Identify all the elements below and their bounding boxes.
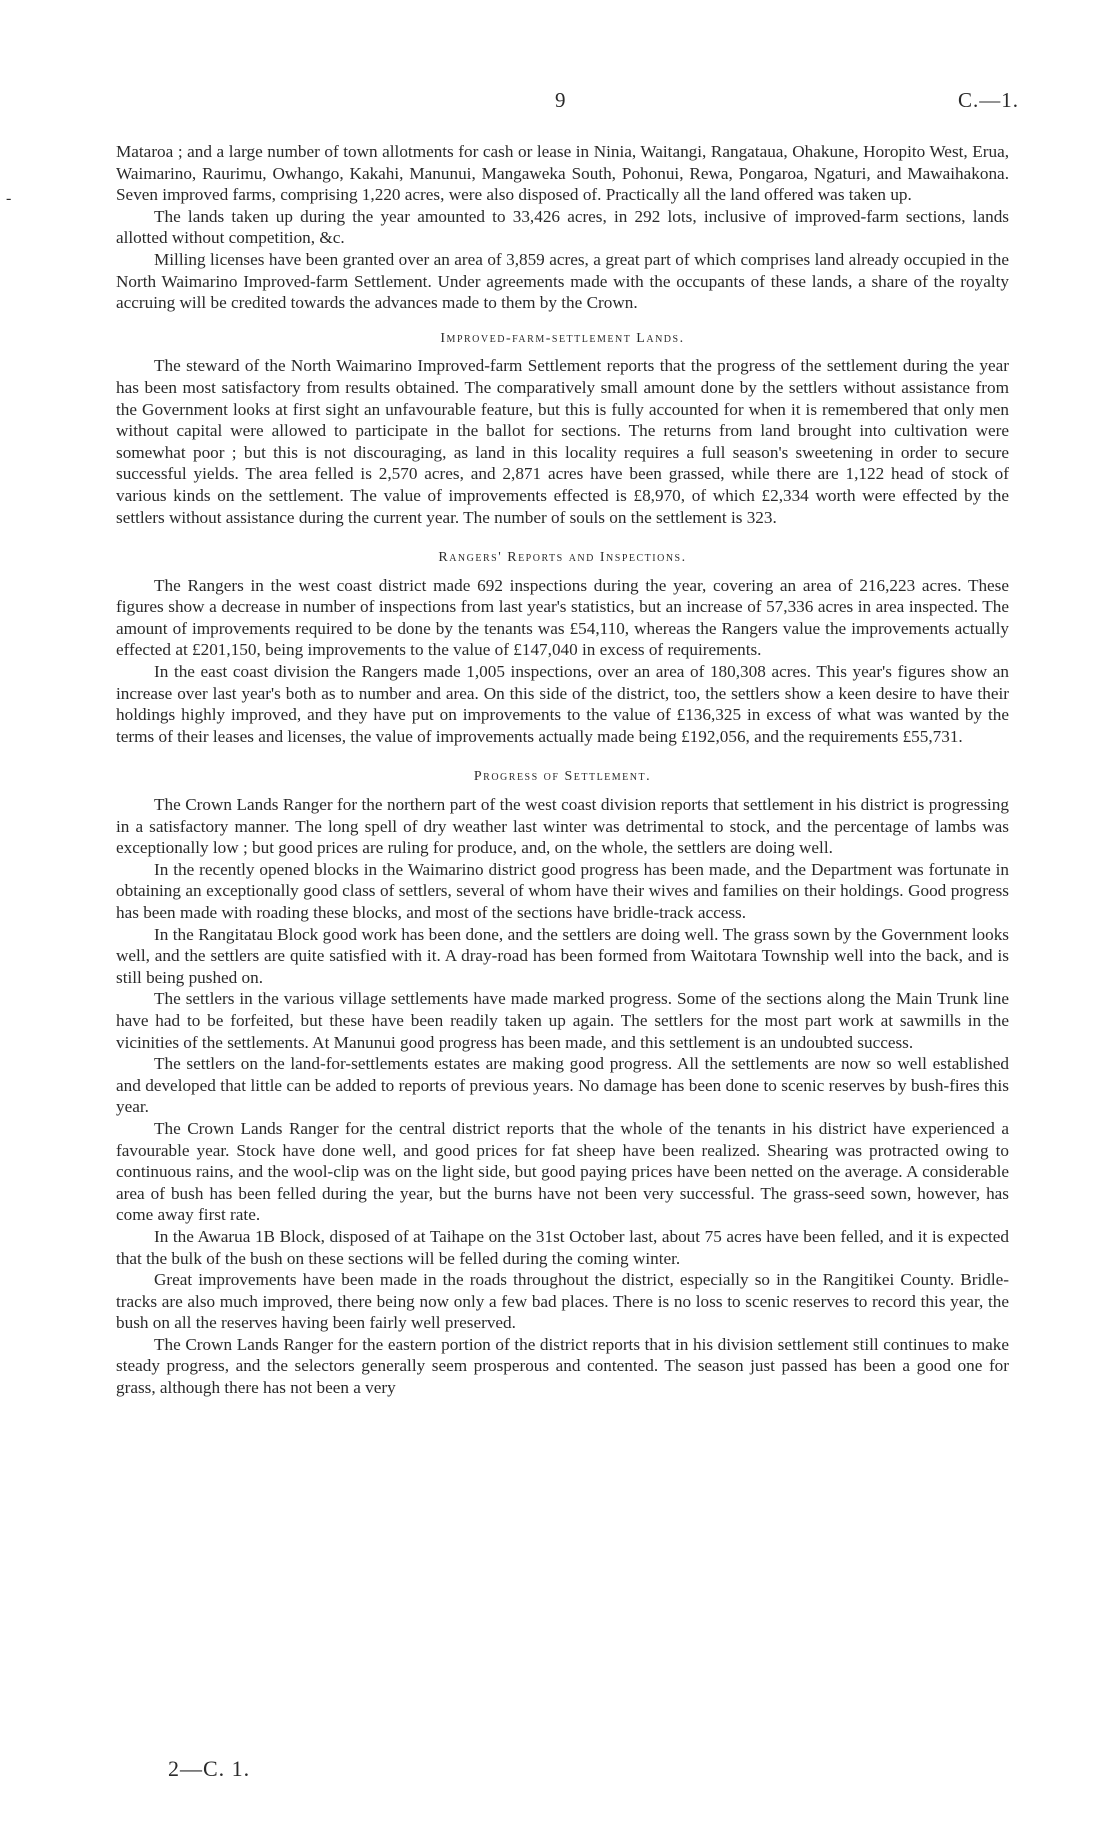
document-reference: C.—1. [958, 88, 1020, 112]
page-number: 9 [555, 88, 566, 112]
paragraph-rangers-1: The Rangers in the west coast district made 692 inspections during the year, covering an area of 216,223 acres. These figures show a decrease in number of inspections from last year's statistics, but an increase of 57,336 acres in area inspected. The amount of improvements required to be done by the tenants was £54,110, whereas the Rangers value the improvements actually effected at £201,150, being improvements to the value of £147,040 in excess of requirements. [116, 575, 1009, 660]
paragraph-intro-3: Milling licenses have been granted over an area of 3,859 acres, a great part of which comprises land already occupied in the North Waimarino Improved-farm Settlement. Under agreements made with the occupants of these lands, a share of the royalty accruing will be credited towards the advances made to them by the Crown. [116, 249, 1009, 313]
page-header [0, 88, 1114, 118]
paragraph-progress-4: The settlers in the various village settlements have made marked progress. Some of the sections along the Main Trunk line have had to be forfeited, but these have been readily taken up again. The settlers for the most part work at sawmills in the vicinities of the settlements. At Manunui good progress has been made, and this settlement is an undoubted success. [116, 989, 1009, 1052]
paragraph-progress-5: The settlers on the land-for-settlements estates are making good progress. All the settlements are now so well established and developed that little can be added to reports of previous years. No damage has been done to scenic reserves by bush-fires this year. [116, 1054, 1009, 1117]
paragraph-rangers-2: In the east coast division the Rangers made 1,005 inspections, over an area of 180,308 acres. This year's figures show an increase over last year's both as to number and area. On this side of the district, too, the settlers show a keen desire to have their holdings highly improved, and they have put on improvements to the value of £136,325 in excess of what was wanted by the terms of their leases and licenses, the value of improvements actually made being £192,056, and the requirements £55,731. [116, 662, 1009, 746]
paragraph-progress-3: In the Rangitatau Block good work has been done, and the settlers are doing well. The grass sown by the Government looks well, and the settlers are quite satisfied with it. A dray-road has been formed from Waitotara Township well into the back, and is still being pushed on. [116, 924, 1009, 987]
paragraph-progress-2: In the recently opened blocks in the Waimarino district good progress has been made, and the Department was fortunate in obtaining an exceptionally good class of settlers, several of whom have their wives and families on their holdings. Good progress has been made with roading these blocks, and most of the sections have bridle-track access. [116, 859, 1009, 922]
paragraph-progress-8: Great improvements have been made in the roads throughout the district, especially so in the Rangitikei County. Bridle-tracks are also much improved, there being now only a few bad places. There is no loss to scenic reserves to record this year, the bush on all the reserves having been fairly well preserved. [116, 1270, 1009, 1333]
heading-rangers-reports: Rangers' Reports and Inspections. [438, 550, 687, 566]
paragraph-intro-2: The lands taken up during the year amounted to 33,426 acres, in 292 lots, inclusive of improved-farm sections, lands allotted without competition, &c. [116, 206, 1009, 248]
paragraph-progress-7: In the Awarua 1B Block, disposed of at Taihape on the 31st October last, about 75 acres have been felled, and it is expected that the bulk of the bush on these sections will be felled during the coming winter. [116, 1226, 1009, 1268]
paragraph-progress-9: The Crown Lands Ranger for the eastern portion of the district reports that in his division settlement still continues to make steady progress, and the selectors generally seem prosperous and contented. The season just passed has been a good one for grass, although there has not been a very [116, 1334, 1009, 1398]
body-text [116, 141, 1009, 1399]
heading-progress-of-settlement: Progress of Settlement. [473, 769, 652, 785]
paragraph-progress-1: The Crown Lands Ranger for the northern part of the west coast division reports that settlement in his district is progressing in a satisfactory manner. The long spell of dry weather last winter was detrimental to stock, and the percentage of lambs was exceptionally low ; but good prices are ruling for produce, and, on the whole, the settlers are doing well. [116, 795, 1009, 858]
heading-improved-farm-settlement: Improved-farm-settlement Lands. [440, 330, 685, 346]
paragraph-improved-1: The steward of the North Waimarino Improved-farm Settlement reports that the progress of the settlement during the year has been most satisfactory from results obtained. The comparatively small amount done by the settlers without assistance from the Government looks at first sight an unfavourable feature, but this is fully accounted for when it is remembered that only men without capital were allowed to participate in the ballot for sections. The returns from land brought into cultivation were somewhat poor ; but this is not discouraging, as land in this locality requires a full season's sweetening in order to secure successful yields. The area felled is 2,570 acres, and 2,871 acres have been grassed, while there are 1,122 head of stock of various kinds on the settlement. The value of improvements effected is £8,970, of which £2,334 worth were effected by the settlers without assistance during the current year. The number of souls on the settlement is 323. [116, 356, 1009, 527]
paragraph-progress-6: The Crown Lands Ranger for the central district reports that the whole of the tenants in his district have experienced a favourable year. Stock have done well, and good prices for fat sheep have been realized. Shearing was protracted owing to continuous rains, and the wool-clip was on the light side, but good paying prices have been netted on the average. A considerable area of bush has been felled during the year, but the burns have not been very successful. The grass-seed sown, however, has come away first rate. [116, 1118, 1009, 1225]
margin-mark: - [6, 190, 12, 207]
page-signature: 2—C. 1. [168, 1756, 251, 1781]
paragraph-intro-1: Mataroa ; and a large number of town allotments for cash or lease in Ninia, Waitangi, Rangataua, Ohakune, Horopito West, Erua, Waimarino, Raurimu, Owhango, Kakahi, Manunui, Mangaweka South, Pohonui, Rewa, Pongaroa, Ngaturi, and Mawaihakona. Seven improved farms, comprising 1,220 acres, were also disposed of. Practically all the land offered was taken up. [116, 142, 1009, 205]
